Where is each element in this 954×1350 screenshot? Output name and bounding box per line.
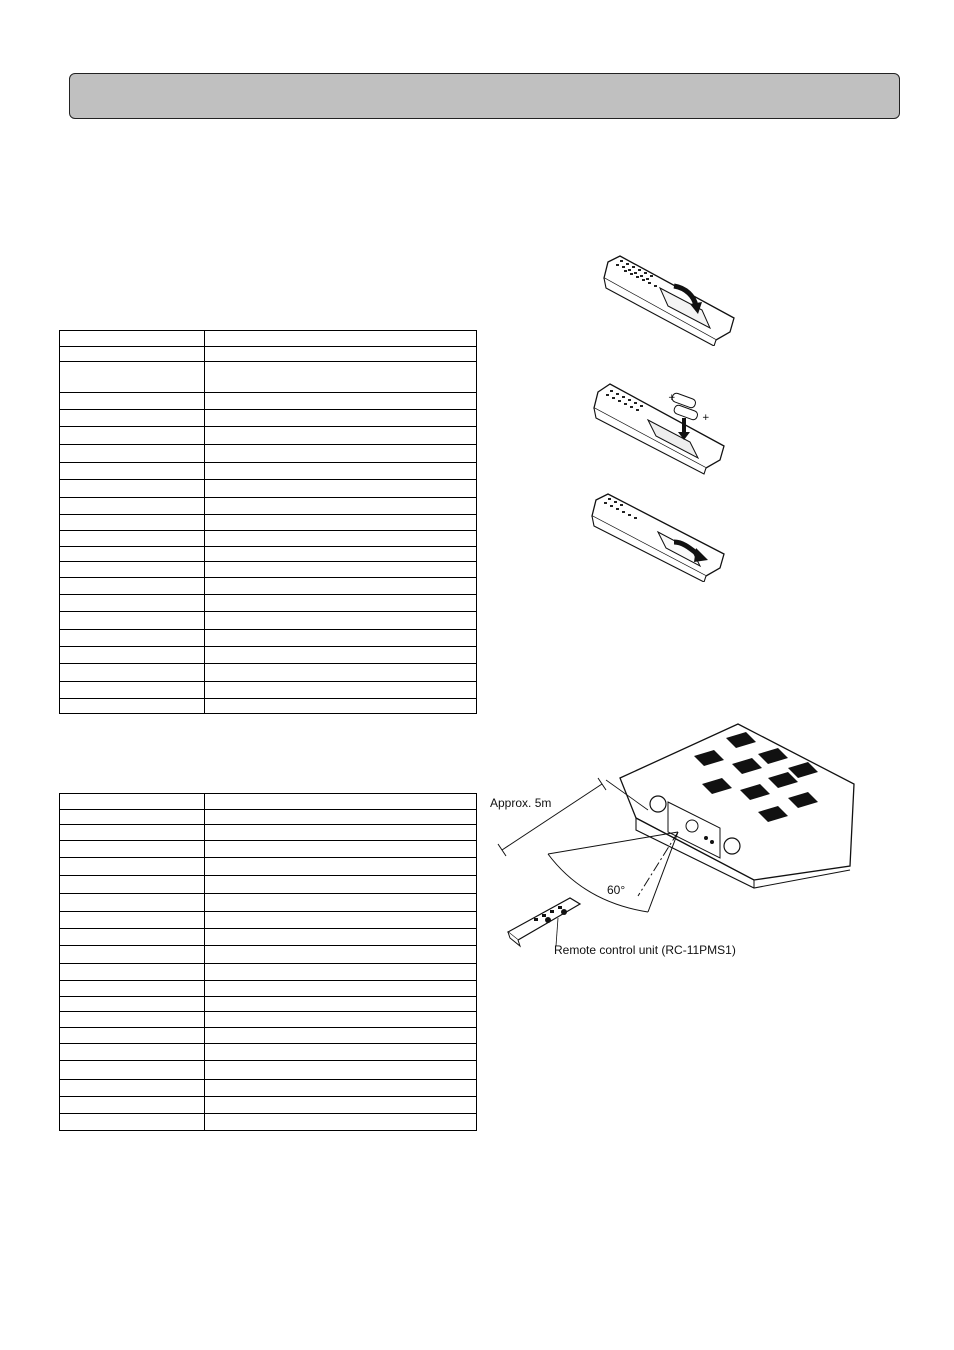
- spec-table-1-label-cell: [60, 531, 205, 547]
- remote-battery-cover-close-illustration: [588, 490, 730, 582]
- svg-text:+: +: [668, 393, 676, 403]
- spec-table-2-value-cell: [205, 810, 477, 825]
- spec-table-2-value-cell: [205, 858, 477, 876]
- spec-table-2-row: [60, 1097, 477, 1114]
- spec-table-1-value-cell: [205, 427, 477, 445]
- spec-table-2-row: [60, 929, 477, 946]
- remote-battery-cover-open-illustration: [598, 252, 738, 346]
- distance-label: Approx. 5m: [490, 796, 552, 810]
- spec-table-1-value-cell: [205, 480, 477, 498]
- spec-table-1-value-cell: [205, 515, 477, 531]
- spec-table-1-value-cell: [205, 463, 477, 480]
- spec-table-2-value-cell: [205, 929, 477, 946]
- spec-table-2-label-cell: [60, 1114, 205, 1131]
- spec-table-1-value-cell: [205, 562, 477, 578]
- spec-table-2: [59, 793, 477, 1131]
- svg-text:+: +: [702, 413, 710, 423]
- spec-table-2-row: [60, 1012, 477, 1028]
- spec-table-1-value-cell: [205, 612, 477, 630]
- spec-table-1-row: [60, 347, 477, 362]
- spec-table-2-row: [60, 912, 477, 929]
- spec-table-2-value-cell: [205, 964, 477, 981]
- spec-table-1-value-cell: [205, 647, 477, 664]
- spec-table-2-row: [60, 894, 477, 912]
- remote-insert-batteries-illustration: [590, 380, 730, 475]
- spec-table-2-label-cell: [60, 876, 205, 894]
- spec-table-2-value-cell: [205, 825, 477, 841]
- spec-table-1-row: [60, 547, 477, 562]
- spec-table-2-label-cell: [60, 946, 205, 964]
- spec-table-2-label-cell: [60, 997, 205, 1012]
- spec-table-1-label-cell: [60, 647, 205, 664]
- spec-table-1-label-cell: [60, 699, 205, 714]
- spec-table-2-value-cell: [205, 1028, 477, 1044]
- spec-table-1-label-cell: [60, 595, 205, 612]
- spec-table-1-value-cell: [205, 664, 477, 682]
- spec-table-1-row: [60, 562, 477, 578]
- section-header-bar: [69, 73, 900, 119]
- spec-table-2-value-cell: [205, 1061, 477, 1080]
- spec-table-2-row: [60, 946, 477, 964]
- spec-table-1-label-cell: [60, 630, 205, 647]
- spec-table-2-value-cell: [205, 1080, 477, 1097]
- spec-table-2-label-cell: [60, 1012, 205, 1028]
- spec-table-1-value-cell: [205, 682, 477, 699]
- spec-table-1-label-cell: [60, 682, 205, 699]
- spec-table-2-value-cell: [205, 894, 477, 912]
- spec-table-1-value-cell: [205, 498, 477, 515]
- spec-table-1-value-cell: [205, 547, 477, 562]
- spec-table-2-value-cell: [205, 912, 477, 929]
- spec-table-1-row: [60, 682, 477, 699]
- spec-table-1-value-cell: [205, 331, 477, 347]
- spec-table-1-label-cell: [60, 427, 205, 445]
- spec-table-1-value-cell: [205, 393, 477, 410]
- spec-table-2-label-cell: [60, 1080, 205, 1097]
- spec-table-2-value-cell: [205, 794, 477, 810]
- spec-table-2-value-cell: [205, 997, 477, 1012]
- spec-table-1-label-cell: [60, 480, 205, 498]
- spec-table-1-label-cell: [60, 664, 205, 682]
- remote-control-unit-label: Remote control unit (RC-11PMS1): [554, 943, 736, 957]
- spec-table-2-value-cell: [205, 1114, 477, 1131]
- spec-table-1-label-cell: [60, 347, 205, 362]
- spec-table-1-row: [60, 595, 477, 612]
- spec-table-1-value-cell: [205, 630, 477, 647]
- spec-table-2-label-cell: [60, 825, 205, 841]
- spec-table-2-row: [60, 997, 477, 1012]
- spec-table-1-label-cell: [60, 362, 205, 393]
- spec-table-2-row: [60, 810, 477, 825]
- spec-table-1-value-cell: [205, 595, 477, 612]
- spec-table-1-row: [60, 498, 477, 515]
- spec-table-1-row: [60, 393, 477, 410]
- spec-table-1-row: [60, 578, 477, 595]
- spec-table-2-label-cell: [60, 858, 205, 876]
- spec-table-1-row: [60, 445, 477, 463]
- spec-table-1-row: [60, 480, 477, 498]
- spec-table-1-value-cell: [205, 699, 477, 714]
- spec-table-1-row: [60, 427, 477, 445]
- spec-table-1-label-cell: [60, 393, 205, 410]
- spec-table-1-row: [60, 664, 477, 682]
- spec-table-1-label-cell: [60, 445, 205, 463]
- spec-table-2-row: [60, 1080, 477, 1097]
- remote-operating-range-diagram: [488, 718, 860, 968]
- spec-table-2-label-cell: [60, 929, 205, 946]
- spec-table-2-row: [60, 825, 477, 841]
- spec-table-2-value-cell: [205, 876, 477, 894]
- spec-table-1-row: [60, 630, 477, 647]
- spec-table-2-value-cell: [205, 1097, 477, 1114]
- spec-table-2-row: [60, 981, 477, 997]
- spec-table-2-label-cell: [60, 841, 205, 858]
- spec-table-1-label-cell: [60, 410, 205, 427]
- spec-table-1-value-cell: [205, 531, 477, 547]
- spec-table-1-row: [60, 515, 477, 531]
- spec-table-2-value-cell: [205, 1012, 477, 1028]
- spec-table-1-row: [60, 463, 477, 480]
- spec-table-2-label-cell: [60, 810, 205, 825]
- spec-table-2-row: [60, 876, 477, 894]
- spec-table-1-value-cell: [205, 362, 477, 393]
- spec-table-1-value-cell: [205, 410, 477, 427]
- spec-table-1-label-cell: [60, 612, 205, 630]
- spec-table-1-label-cell: [60, 498, 205, 515]
- spec-table-1: [59, 330, 477, 714]
- spec-table-2-row: [60, 858, 477, 876]
- spec-table-2-label-cell: [60, 794, 205, 810]
- spec-table-2-row: [60, 1061, 477, 1080]
- spec-table-1-label-cell: [60, 515, 205, 531]
- spec-table-1-row: [60, 362, 477, 393]
- spec-table-1-label-cell: [60, 578, 205, 595]
- spec-table-2-label-cell: [60, 1097, 205, 1114]
- spec-table-1-row: [60, 612, 477, 630]
- spec-table-1-row: [60, 531, 477, 547]
- spec-table-2-value-cell: [205, 1044, 477, 1061]
- spec-table-1-row: [60, 410, 477, 427]
- spec-table-1-label-cell: [60, 562, 205, 578]
- spec-table-2-row: [60, 1028, 477, 1044]
- spec-table-2-label-cell: [60, 981, 205, 997]
- spec-table-1-row: [60, 699, 477, 714]
- spec-table-1-value-cell: [205, 347, 477, 362]
- spec-table-2-label-cell: [60, 1044, 205, 1061]
- spec-table-2-row: [60, 964, 477, 981]
- spec-table-1-row: [60, 647, 477, 664]
- spec-table-2-label-cell: [60, 894, 205, 912]
- spec-table-2-label-cell: [60, 964, 205, 981]
- spec-table-1-value-cell: [205, 445, 477, 463]
- spec-table-2-value-cell: [205, 981, 477, 997]
- spec-table-2-label-cell: [60, 1061, 205, 1080]
- angle-label: 60°: [607, 883, 626, 897]
- spec-table-2-row: [60, 1044, 477, 1061]
- spec-table-1-value-cell: [205, 578, 477, 595]
- spec-table-2-value-cell: [205, 946, 477, 964]
- spec-table-1-label-cell: [60, 331, 205, 347]
- spec-table-2-label-cell: [60, 1028, 205, 1044]
- spec-table-1-label-cell: [60, 547, 205, 562]
- spec-table-1-label-cell: [60, 463, 205, 480]
- spec-table-1-row: [60, 331, 477, 347]
- spec-table-2-row: [60, 794, 477, 810]
- spec-table-2-value-cell: [205, 841, 477, 858]
- spec-table-2-label-cell: [60, 912, 205, 929]
- spec-table-2-row: [60, 841, 477, 858]
- spec-table-2-row: [60, 1114, 477, 1131]
